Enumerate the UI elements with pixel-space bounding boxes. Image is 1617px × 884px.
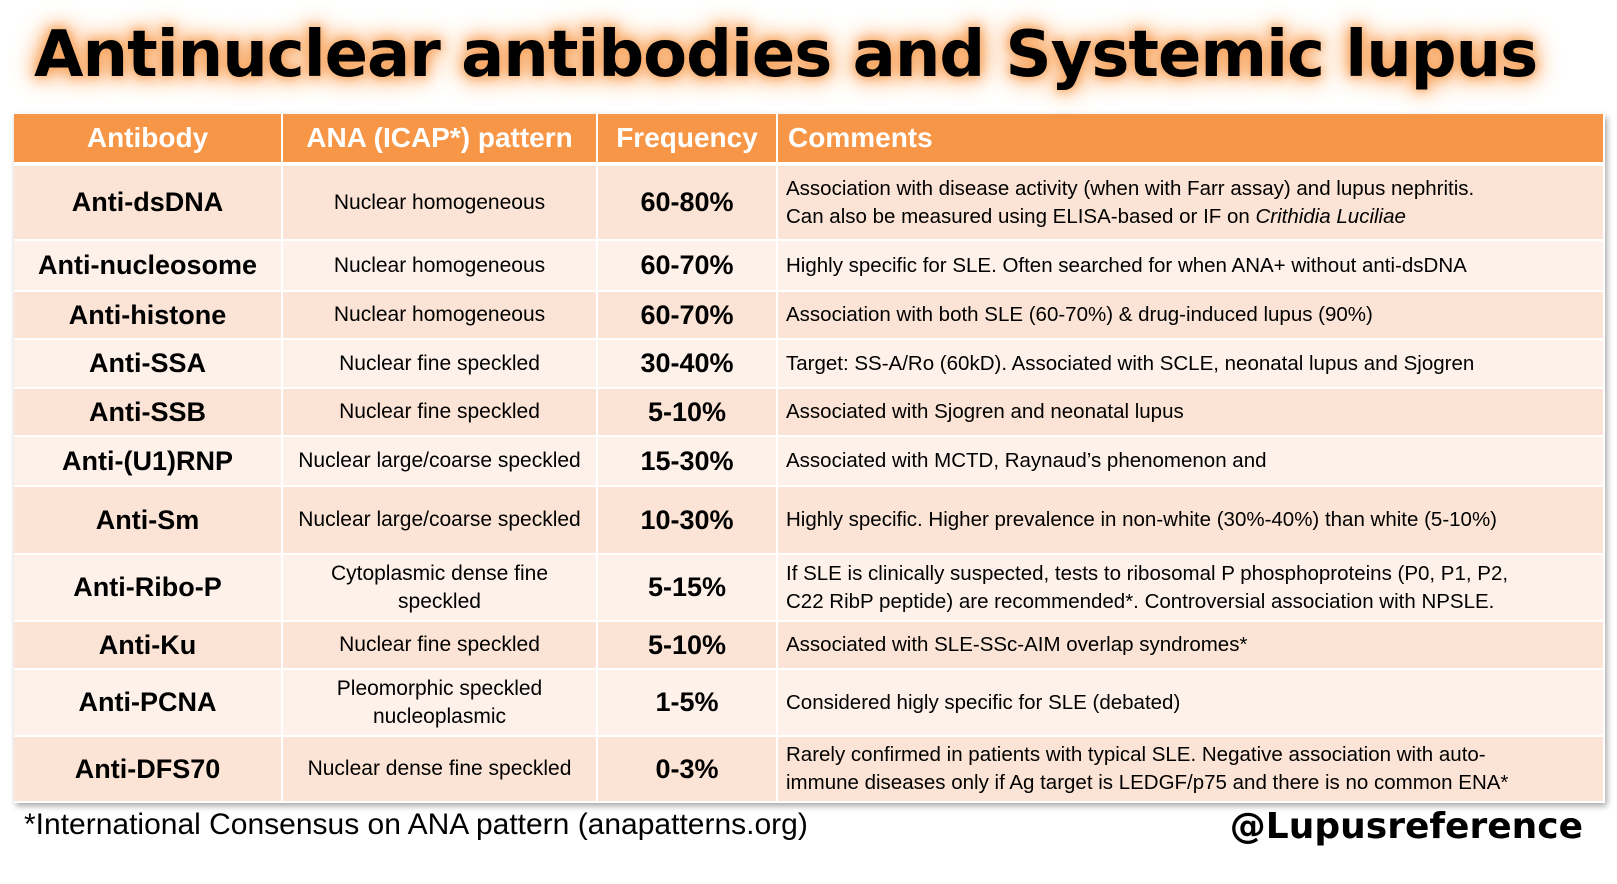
pattern-cell: Nuclear dense fine speckled (282, 736, 597, 802)
comment-text: Can also be measured using ELISA-based or IF on (786, 204, 1256, 228)
antibody-cell: Anti-DFS70 (14, 736, 282, 802)
frequency-cell: 1-5% (597, 669, 777, 736)
table-row (14, 164, 1604, 240)
header-frequency: Frequency (597, 114, 777, 164)
pattern-line: speckled (398, 589, 481, 613)
comment-italic: Crithidia Luciliae (1255, 204, 1406, 228)
header-pattern: ANA (ICAP*) pattern (282, 114, 597, 164)
pattern-cell: Nuclear large/coarse speckled (282, 486, 597, 554)
footnote: *International Consensus on ANA pattern (anapatterns.org) (24, 808, 808, 841)
antibody-cell: Anti-histone (14, 291, 282, 339)
table-row (14, 669, 1604, 736)
pattern-cell: Nuclear fine speckled (282, 339, 597, 388)
table-row (14, 291, 1604, 339)
page-title: Antinuclear antibodies and Systemic lupus (34, 18, 1538, 92)
table-row (14, 388, 1604, 436)
pattern-cell: Nuclear homogeneous (282, 291, 597, 339)
frequency-cell: 0-3% (597, 736, 777, 802)
antibody-cell: Anti-(U1)RNP (14, 436, 282, 486)
table-row (14, 554, 1604, 621)
comment-cell: Association with both SLE (60-70%) & drug-induced lupus (90%) (777, 291, 1604, 339)
table-row (14, 436, 1604, 486)
pattern-cell: Nuclear large/coarse speckled (282, 436, 597, 486)
pattern-cell (282, 554, 597, 621)
comment-cell: Highly specific. Higher prevalence in non-white (30%-40%) than white (5-10%) (777, 486, 1604, 554)
table-row (14, 240, 1604, 291)
table-row (14, 736, 1604, 802)
antibody-cell: Anti-dsDNA (14, 164, 282, 240)
comment-cell: Considered higly specific for SLE (debated) (777, 669, 1604, 736)
antibody-cell: Anti-Ribo-P (14, 554, 282, 621)
pattern-line: Cytoplasmic dense fine (330, 561, 549, 585)
pattern-line: nucleoplasmic (372, 704, 507, 728)
table-row (14, 339, 1604, 388)
comment-cell (777, 164, 1604, 240)
antibody-cell: Anti-Ku (14, 621, 282, 669)
comment-cell (777, 736, 1604, 802)
frequency-cell: 60-70% (597, 240, 777, 291)
comment-line: C22 RibP peptide) are recommended*. Controversial association with NPSLE. (786, 589, 1495, 613)
header-antibody: Antibody (14, 114, 282, 164)
comment-cell (777, 554, 1604, 621)
comment-cell: Highly specific for SLE. Often searched for when ANA+ without anti-dsDNA (777, 240, 1604, 291)
pattern-cell: Nuclear homogeneous (282, 164, 597, 240)
comment-cell: Associated with SLE-SSc-AIM overlap syndromes* (777, 621, 1604, 669)
comment-cell: Associated with Sjogren and neonatal lupus (777, 388, 1604, 436)
frequency-cell: 60-70% (597, 291, 777, 339)
table-row (14, 621, 1604, 669)
frequency-cell: 5-10% (597, 621, 777, 669)
pattern-cell (282, 669, 597, 736)
antibody-cell: Anti-SSB (14, 388, 282, 436)
frequency-cell: 30-40% (597, 339, 777, 388)
pattern-cell: Nuclear homogeneous (282, 240, 597, 291)
frequency-cell: 5-10% (597, 388, 777, 436)
table-header-row (14, 114, 1604, 164)
pattern-cell: Nuclear fine speckled (282, 388, 597, 436)
frequency-cell: 10-30% (597, 486, 777, 554)
table-row (14, 486, 1604, 554)
comment-cell: Associated with MCTD, Raynaud’s phenomenon and (777, 436, 1604, 486)
comment-line: Rarely confirmed in patients with typical SLE. Negative association with auto- (786, 743, 1486, 766)
antibody-cell: Anti-nucleosome (14, 240, 282, 291)
pattern-cell: Nuclear fine speckled (282, 621, 597, 669)
frequency-cell: 60-80% (597, 164, 777, 240)
header-comments: Comments (777, 114, 1604, 164)
antibody-table (14, 114, 1605, 803)
comment-cell: Target: SS-A/Ro (60kD). Associated with SCLE, neonatal lupus and Sjogren (777, 339, 1604, 388)
comment-line: immune diseases only if Ag target is LEDGF/p75 and there is no common ENA* (786, 771, 1509, 794)
frequency-cell: 15-30% (597, 436, 777, 486)
comment-line (786, 203, 1595, 231)
antibody-cell: Anti-Sm (14, 486, 282, 554)
antibody-cell: Anti-SSA (14, 339, 282, 388)
frequency-cell: 5-15% (597, 554, 777, 621)
author-handle: @Lupusreference (1229, 806, 1583, 847)
antibody-cell: Anti-PCNA (14, 669, 282, 736)
comment-line: Association with disease activity (when with Farr assay) and lupus nephritis. (786, 176, 1475, 200)
comment-line: If SLE is clinically suspected, tests to ribosomal P phosphoproteins (P0, P1, P2, (786, 561, 1509, 585)
pattern-line: Pleomorphic speckled (336, 676, 543, 700)
